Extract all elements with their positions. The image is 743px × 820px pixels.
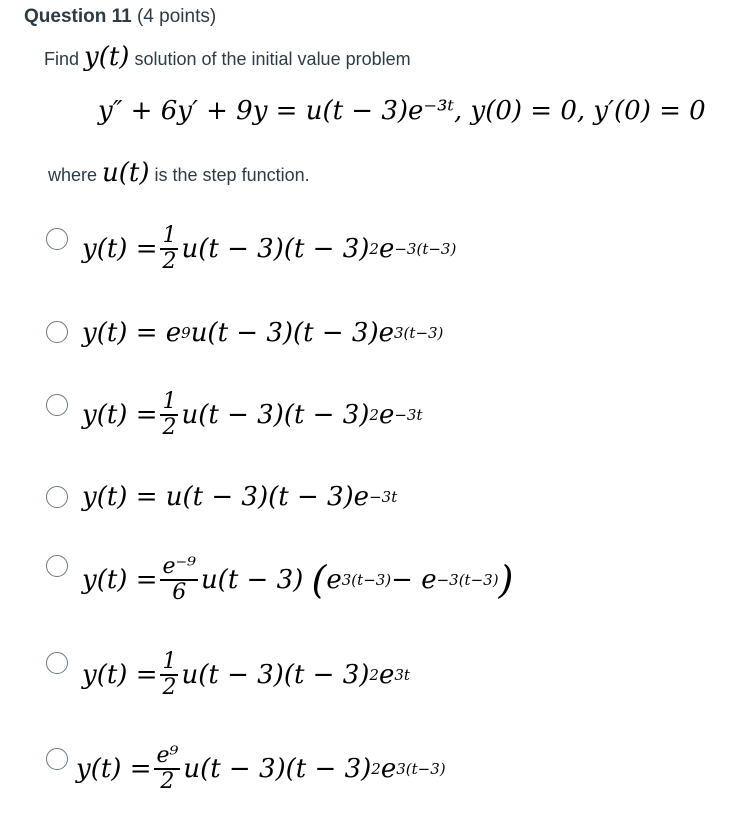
radio-button[interactable] xyxy=(46,321,68,343)
where-before: where xyxy=(48,165,98,185)
radio-button[interactable] xyxy=(46,228,68,250)
where-after: is the step function. xyxy=(154,165,310,185)
fraction: $\frac{1}{2}$ xyxy=(162,389,177,440)
answer-option-3[interactable] xyxy=(46,394,68,416)
answer-2-math: y(t) = e 9 u(t − 3)(t − 3)e 3(t−3) xyxy=(82,318,444,348)
answer-option-2[interactable] xyxy=(46,321,68,343)
answer-1-math: y(t) = $\frac{1}{2}$ u(t − 3)(t − 3) 2 e −3(t−3) xyxy=(82,223,457,274)
answer-6-math: y(t) = $\frac{1}{2}$ u(t − 3)(t − 3) 2 e 3t xyxy=(82,649,410,700)
where-func: u(t) xyxy=(102,158,150,188)
radio-button[interactable] xyxy=(46,652,68,674)
prompt-before: Find xyxy=(44,49,80,69)
prompt-after: solution of the initial value problem xyxy=(134,49,411,69)
question-prompt xyxy=(44,42,411,72)
fraction: $\frac{\text{e⁹}}{2}$ xyxy=(156,743,179,794)
answer-option-7[interactable] xyxy=(46,748,68,770)
prompt-func: y(t) xyxy=(84,42,130,72)
answer-option-1[interactable] xyxy=(46,228,68,250)
answer-4-math: y(t) = u(t − 3)(t − 3)e −3t xyxy=(82,482,398,512)
answer-option-5[interactable] xyxy=(46,555,68,577)
radio-button[interactable] xyxy=(46,555,68,577)
question-header xyxy=(24,6,216,28)
radio-button[interactable] xyxy=(46,748,68,770)
answer-option-4[interactable] xyxy=(46,486,68,508)
fraction: $\frac{1}{2}$ xyxy=(162,223,177,274)
where-clause xyxy=(48,158,310,188)
ode-equation: y″ + 6y′ + 9y = u(t − 3)e⁻³ᵗ, y(0) = 0, y′(0) = 0 xyxy=(98,96,706,126)
fraction: $\frac{1}{2}$ xyxy=(162,649,177,700)
answer-5-math: y(t) = $\frac{\text{e⁻⁹}}{6}$ u(t − 3) ( e 3(t−3) − e −3(t−3) ) xyxy=(82,554,514,605)
answer-3-math: y(t) = $\frac{1}{2}$ u(t − 3)(t − 3) 2 e −3t xyxy=(82,389,423,440)
answer-option-6[interactable] xyxy=(46,652,68,674)
fraction: $\frac{\text{e⁻⁹}}{6}$ xyxy=(162,554,196,605)
answer-7-math: y(t) = $\frac{\text{e⁹}}{2}$ u(t − 3)(t − 3) 2 e 3(t−3) xyxy=(76,743,446,794)
radio-button[interactable] xyxy=(46,486,68,508)
radio-button[interactable] xyxy=(46,394,68,416)
question-points: (4 points) xyxy=(136,6,217,27)
question-title: Question 11 xyxy=(24,6,132,27)
